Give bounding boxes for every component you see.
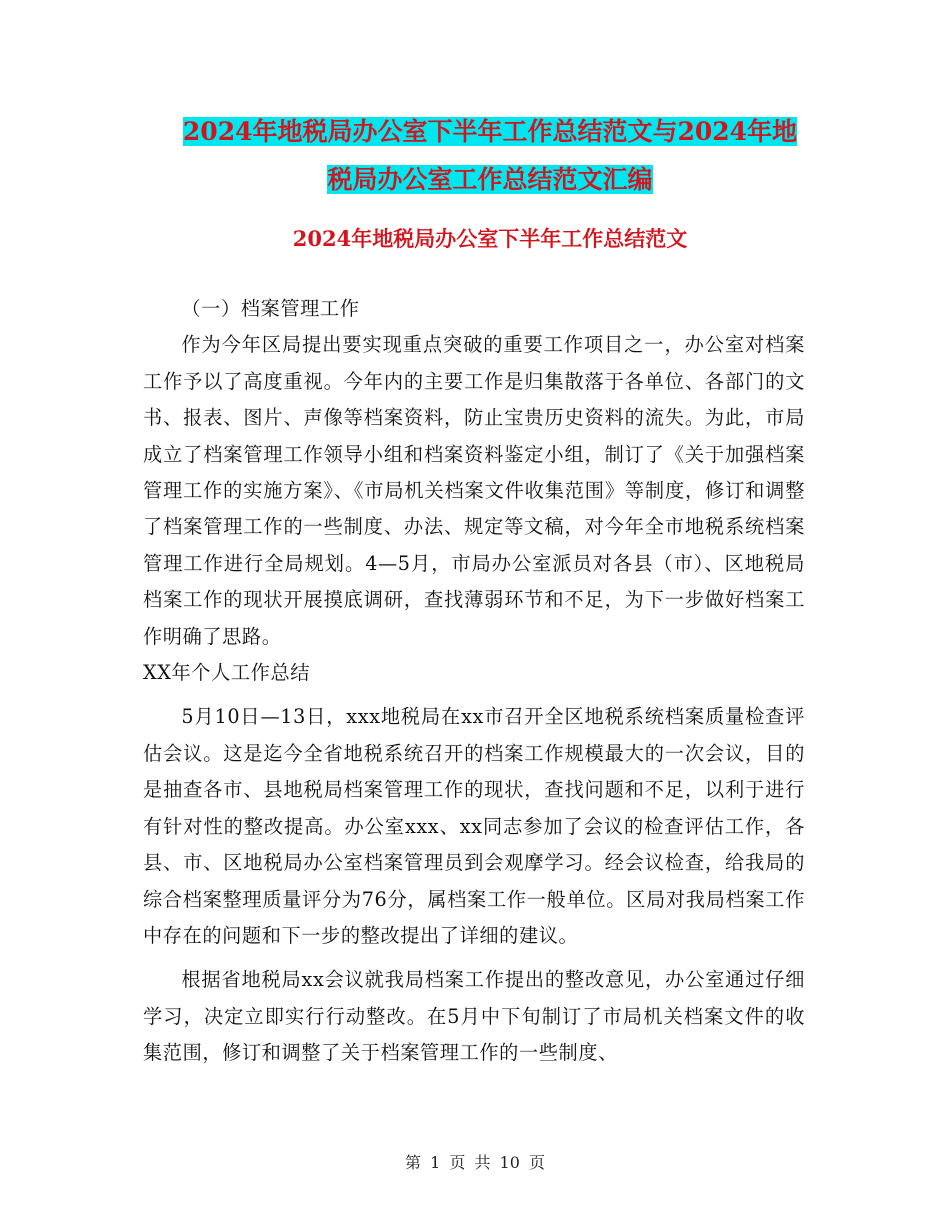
paragraph: 作为今年区局提出要实现重点突破的重要工作项目之一，办公室对档案工作予以了高度重视。今年内的主要工作是归集散落于各单位、各部门的文书、报表、图片、声像等档案资料，防止宝贵历史资料的流失。为此，市局成立了档案管理工作领导小组和档案资料鉴定小组，制订了《关于加强档案管理工作的实施方案》、《市局机关档案文件收集范围》等制度，修订和调整了档案管理工作的一些制度、办法、规定等文稿，对今年全市地税系统档案管理工作进行全局规划。4—5月，市局办公室派员对各县（市）、区地税局档案工作的现状开展摸底调研，查找薄弱环节和不足，为下一步做好档案工作明确了思路。 [143,333,805,648]
title-line-1: 2024年地税局办公室下半年工作总结范文与2024年地 [182,117,798,146]
paragraph: 根据省地税局xx会议就我局档案工作提出的整改意见，办公室通过仔细学习，决定立即实行行动整改。在5月中下旬制订了市局机关档案文件的收集范围，修订和调整了关于档案管理工作的一些制度、 [143,968,805,1065]
section-title: 2024年地税局办公室下半年工作总结范文 [292,226,688,251]
paragraph-inline-heading: XX年个人工作总结 [143,661,311,685]
section-heading: （一）档案管理工作 [181,297,360,320]
document-title [140,108,840,204]
page-footer: 第 1 页 共 10 页 [405,1153,545,1172]
document-body [143,291,805,1072]
title-line-2: 税局办公室工作总结范文汇编 [327,165,653,194]
paragraph: 5月10日—13日，xxx地税局在xx市召开全区地税系统档案质量检查评估会议。这是迄今全省地税系统召开的档案工作规模最大的一次会议，目的是抽查各市、县地税局档案管理工作的现状，查找问题和不足，以利于进行有针对性的整改提高。办公室xxx、xx同志参加了会议的检查评估工作，各县、市、区地税局办公室档案管理员到会观摩学习。经会议检查，给我局的综合档案整理质量评分为76分，属档案工作一般单位。区局对我局档案工作中存在的问题和下一步的整改提出了详细的建议。 [143,705,805,947]
